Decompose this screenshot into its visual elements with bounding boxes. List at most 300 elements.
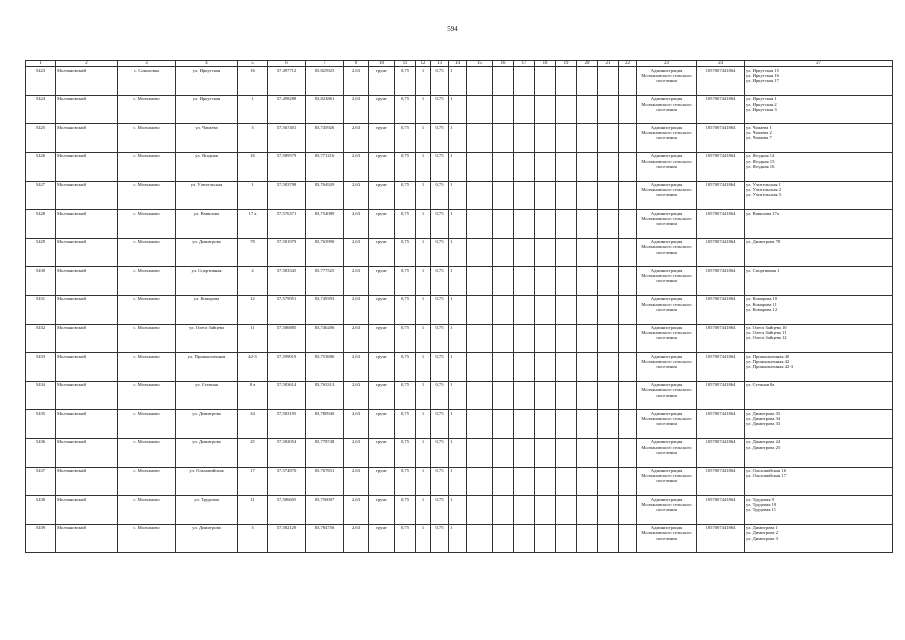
empty-cell	[514, 353, 535, 382]
empty-cell	[467, 496, 493, 525]
area-cell: 2,63	[344, 67, 369, 96]
empty-cell	[598, 353, 619, 382]
latitude-cell: 57,579951	[268, 295, 306, 324]
empty-cell	[556, 95, 577, 124]
col-12-cell: 1	[416, 95, 431, 124]
column-header: 21	[598, 61, 619, 67]
district-cell: Молчановский	[56, 124, 118, 153]
registry-table	[25, 60, 893, 553]
table-row	[26, 210, 893, 239]
empty-cell	[493, 467, 514, 496]
col-14-cell: 1	[449, 524, 467, 553]
empty-cell	[619, 238, 637, 267]
address-line: ул. Иркутская 17	[746, 78, 779, 84]
street-cell: ул. Димитрова	[176, 410, 238, 439]
empty-cell	[556, 381, 577, 410]
empty-cell	[467, 267, 493, 296]
col-13-cell: 0,75	[431, 124, 449, 153]
empty-cell	[598, 467, 619, 496]
longitude-cell: 83,750007	[306, 496, 344, 525]
empty-cell	[467, 295, 493, 324]
col-12-cell: 1	[416, 152, 431, 181]
col-11-cell: 0,75	[395, 438, 416, 467]
table-row	[26, 353, 893, 382]
empty-cell	[598, 524, 619, 553]
empty-cell	[467, 67, 493, 96]
col-12-cell: 1	[416, 524, 431, 553]
ogrn-cell: 1057007441864	[697, 438, 745, 467]
empty-cell	[467, 152, 493, 181]
col-12-cell: 1	[416, 124, 431, 153]
street-cell: ул. Вавилова	[176, 210, 238, 239]
empty-cell	[535, 353, 556, 382]
empty-cell	[598, 324, 619, 353]
empty-cell	[467, 438, 493, 467]
empty-cell	[619, 381, 637, 410]
column-header: 24	[697, 61, 745, 67]
district-cell: Молчановский	[56, 210, 118, 239]
area-cell: 2,63	[344, 238, 369, 267]
col-11-cell: 0,75	[395, 496, 416, 525]
empty-cell	[577, 181, 598, 210]
empty-cell	[598, 381, 619, 410]
address-line: ул. Трудовая 9	[746, 496, 774, 502]
settlement-cell: с. Молчаново	[118, 295, 176, 324]
longitude-cell: 83,777525	[306, 267, 344, 296]
column-header: 5	[238, 61, 268, 67]
empty-cell	[619, 181, 637, 210]
house-cell: 12	[238, 295, 268, 324]
empty-cell	[577, 438, 598, 467]
col-13-cell: 0,75	[431, 238, 449, 267]
settlement-cell: с. Соколовка	[118, 67, 176, 96]
street-cell: ул. Иркутская	[176, 95, 238, 124]
area-cell: 2,63	[344, 324, 369, 353]
col-14-cell: 1	[449, 152, 467, 181]
empty-cell	[493, 95, 514, 124]
empty-cell	[493, 238, 514, 267]
address-line: ул. Димитрова 2	[746, 530, 778, 536]
address-line: ул. Ягодная 16	[746, 163, 775, 169]
empty-cell	[535, 324, 556, 353]
col-14-cell: 1	[449, 238, 467, 267]
address-line: ул. Димитрова 24	[746, 439, 781, 445]
district-cell: Молчановский	[56, 295, 118, 324]
latitude-cell: 57,576371	[268, 210, 306, 239]
area-cell: 2,63	[344, 152, 369, 181]
settlement-cell: с. Молчаново	[118, 95, 176, 124]
house-cell: 11	[238, 324, 268, 353]
address-line: ул. Учительская 3	[746, 192, 781, 198]
addresses-cell	[745, 353, 893, 382]
col-13-cell: 0,75	[431, 267, 449, 296]
surface-cell: грунт	[369, 353, 395, 382]
empty-cell	[619, 67, 637, 96]
empty-cell	[493, 381, 514, 410]
empty-cell	[467, 324, 493, 353]
col-13-cell: 0,75	[431, 152, 449, 181]
settlement-cell: с. Молчаново	[118, 353, 176, 382]
addresses-cell	[745, 524, 893, 553]
empty-cell	[535, 496, 556, 525]
empty-cell	[493, 410, 514, 439]
col-12-cell: 1	[416, 210, 431, 239]
empty-cell	[493, 295, 514, 324]
empty-cell	[535, 210, 556, 239]
ogrn-cell: 1057007441864	[697, 238, 745, 267]
empty-cell	[619, 295, 637, 324]
empty-cell	[535, 67, 556, 96]
column-header: 9	[344, 61, 369, 67]
owner-cell: Администрация Молчановского сельского поселения	[637, 324, 697, 353]
house-cell: 17	[238, 467, 268, 496]
owner-cell: Администрация Молчановского сельского поселения	[637, 210, 697, 239]
empty-cell	[556, 210, 577, 239]
district-cell: Молчановский	[56, 324, 118, 353]
address-line: ул. Иркутская 3	[746, 106, 777, 112]
empty-cell	[577, 467, 598, 496]
empty-cell	[514, 381, 535, 410]
col-12-cell: 1	[416, 67, 431, 96]
empty-cell	[556, 524, 577, 553]
table-row	[26, 467, 893, 496]
col-11-cell: 0,75	[395, 181, 416, 210]
table-row	[26, 152, 893, 181]
col-13-cell: 0,75	[431, 381, 449, 410]
addresses-cell	[745, 152, 893, 181]
ogrn-cell: 1057007441864	[697, 152, 745, 181]
empty-cell	[493, 524, 514, 553]
addresses-cell	[745, 324, 893, 353]
address-line: ул. Комарова 11	[746, 301, 777, 307]
column-header: 27	[745, 61, 893, 67]
column-header: 14	[449, 61, 467, 67]
column-header: 1	[26, 61, 56, 67]
col-14-cell: 1	[449, 267, 467, 296]
latitude-cell: 57,583195	[268, 410, 306, 439]
row-id: 5436	[26, 438, 56, 467]
empty-cell	[535, 438, 556, 467]
empty-cell	[619, 524, 637, 553]
empty-cell	[619, 324, 637, 353]
col-13-cell: 0,75	[431, 438, 449, 467]
address-line: ул. Комарова 10	[746, 296, 778, 302]
addresses-cell	[745, 438, 893, 467]
empty-cell	[467, 181, 493, 210]
address-line: ул. Ольховийская 16	[746, 468, 786, 474]
address-line: ул. Димитрова 35	[746, 410, 781, 416]
column-header: 13	[431, 61, 449, 67]
col-14-cell: 1	[449, 95, 467, 124]
empty-cell	[514, 467, 535, 496]
table-row	[26, 410, 893, 439]
owner-cell: Администрация Молчановского сельского поселения	[637, 438, 697, 467]
empty-cell	[467, 210, 493, 239]
empty-cell	[467, 410, 493, 439]
page-number: 594	[447, 25, 458, 33]
address-line: ул. Димитрова 1	[746, 525, 778, 531]
col-14-cell: 1	[449, 295, 467, 324]
col-11-cell: 0,75	[395, 381, 416, 410]
empty-cell	[535, 410, 556, 439]
table-row	[26, 381, 893, 410]
owner-cell: Администрация Молчановского сельского поселения	[637, 267, 697, 296]
empty-cell	[514, 324, 535, 353]
empty-cell	[598, 410, 619, 439]
col-14-cell: 1	[449, 67, 467, 96]
empty-cell	[598, 124, 619, 153]
col-13-cell: 0,75	[431, 324, 449, 353]
table-row	[26, 524, 893, 553]
address-line: ул. Иркутская 16	[746, 72, 779, 78]
empty-cell	[619, 124, 637, 153]
owner-cell: Администрация Молчановского сельского поселения	[637, 410, 697, 439]
address-line: ул. Трудовая 10	[746, 501, 777, 507]
empty-cell	[514, 124, 535, 153]
empty-cell	[619, 410, 637, 439]
area-cell: 2,63	[344, 210, 369, 239]
latitude-cell: 57,498288	[268, 95, 306, 124]
empty-cell	[467, 467, 493, 496]
col-11-cell: 0,75	[395, 467, 416, 496]
surface-cell: грунт	[369, 467, 395, 496]
empty-cell	[467, 524, 493, 553]
col-12-cell: 1	[416, 438, 431, 467]
street-cell: ул. Трудовая	[176, 496, 238, 525]
address-line: ул. Олега Зайцева 10	[746, 325, 787, 331]
district-cell: Молчановский	[56, 95, 118, 124]
longitude-cell: 83,746206	[306, 324, 344, 353]
latitude-cell: 57,586885	[268, 324, 306, 353]
surface-cell: грунт	[369, 410, 395, 439]
owner-cell: Администрация Молчановского сельского поселения	[637, 467, 697, 496]
surface-cell: грунт	[369, 210, 395, 239]
empty-cell	[467, 381, 493, 410]
col-13-cell: 0,75	[431, 67, 449, 96]
empty-cell	[514, 496, 535, 525]
address-line: ул. Промышленная 40	[746, 353, 790, 359]
house-cell: 34	[238, 410, 268, 439]
empty-cell	[619, 496, 637, 525]
owner-cell: Администрация Молчановского сельского поселения	[637, 496, 697, 525]
latitude-cell: 57,497712	[268, 67, 306, 96]
owner-cell: Администрация Молчановского сельского поселения	[637, 95, 697, 124]
empty-cell	[493, 496, 514, 525]
row-id: 5427	[26, 181, 56, 210]
row-id: 5429	[26, 238, 56, 267]
empty-cell	[535, 381, 556, 410]
address-line: ул. Олега Зайцева 11	[746, 330, 787, 336]
empty-cell	[577, 124, 598, 153]
col-12-cell: 1	[416, 181, 431, 210]
address-line: ул. Димитрова 33	[746, 421, 781, 427]
addresses-cell	[745, 381, 893, 410]
address-line: ул. Ягодная 14	[746, 153, 775, 159]
col-14-cell: 1	[449, 467, 467, 496]
latitude-cell: 57,574870	[268, 467, 306, 496]
address-line: ул. Комарова 12	[746, 306, 778, 312]
district-cell: Молчановский	[56, 152, 118, 181]
col-12-cell: 1	[416, 467, 431, 496]
empty-cell	[556, 324, 577, 353]
address-line: ул. Учительская 1	[746, 182, 781, 188]
ogrn-cell: 1057007441864	[697, 381, 745, 410]
house-cell: 8 а	[238, 381, 268, 410]
addresses-cell	[745, 95, 893, 124]
house-cell: 3	[238, 524, 268, 553]
ogrn-cell: 1057007441864	[697, 67, 745, 96]
empty-cell	[556, 181, 577, 210]
row-id: 5437	[26, 467, 56, 496]
address-line: ул. Димитрова 34	[746, 416, 781, 422]
row-id: 5439	[26, 524, 56, 553]
empty-cell	[535, 295, 556, 324]
owner-cell: Администрация Молчановского сельского поселения	[637, 238, 697, 267]
ogrn-cell: 1057007441864	[697, 353, 745, 382]
table-row	[26, 267, 893, 296]
area-cell: 2,63	[344, 353, 369, 382]
ogrn-cell: 1057007441864	[697, 210, 745, 239]
settlement-cell: с. Молчаново	[118, 524, 176, 553]
house-cell: 11	[238, 496, 268, 525]
longitude-cell: 83,780940	[306, 410, 344, 439]
empty-cell	[467, 238, 493, 267]
addresses-cell	[745, 67, 893, 96]
address-line: ул. Иркутская 15	[746, 67, 779, 73]
house-cell: 78	[238, 238, 268, 267]
surface-cell: грунт	[369, 267, 395, 296]
empty-cell	[598, 238, 619, 267]
settlement-cell: с. Молчаново	[118, 438, 176, 467]
empty-cell	[514, 67, 535, 96]
settlement-cell: с. Молчаново	[118, 181, 176, 210]
latitude-cell: 57,582129	[268, 524, 306, 553]
empty-cell	[556, 496, 577, 525]
area-cell: 2,63	[344, 181, 369, 210]
ogrn-cell: 1057007441864	[697, 124, 745, 153]
row-id: 5432	[26, 324, 56, 353]
table-row	[26, 95, 893, 124]
addresses-cell	[745, 238, 893, 267]
row-id: 5435	[26, 410, 56, 439]
surface-cell: грунт	[369, 67, 395, 96]
empty-cell	[514, 238, 535, 267]
empty-cell	[467, 353, 493, 382]
house-cell: 2	[238, 267, 268, 296]
addresses-cell	[745, 124, 893, 153]
table-row	[26, 295, 893, 324]
addresses-cell	[745, 295, 893, 324]
empty-cell	[577, 267, 598, 296]
surface-cell: грунт	[369, 295, 395, 324]
ogrn-cell: 1057007441864	[697, 181, 745, 210]
owner-cell: Администрация Молчановского сельского поселения	[637, 381, 697, 410]
col-13-cell: 0,75	[431, 95, 449, 124]
house-cell: 25	[238, 438, 268, 467]
empty-cell	[467, 124, 493, 153]
empty-cell	[598, 152, 619, 181]
column-header: 20	[577, 61, 598, 67]
empty-cell	[619, 152, 637, 181]
street-cell: ул. Комарова	[176, 295, 238, 324]
district-cell: Молчановский	[56, 181, 118, 210]
longitude-cell: 83,771216	[306, 152, 344, 181]
empty-cell	[598, 181, 619, 210]
ogrn-cell: 1057007441864	[697, 524, 745, 553]
street-cell: ул. Иркутская	[176, 67, 238, 96]
owner-cell: Администрация Молчановского сельского поселения	[637, 124, 697, 153]
longitude-cell: 83,825925	[306, 67, 344, 96]
row-id: 5425	[26, 124, 56, 153]
empty-cell	[514, 95, 535, 124]
empty-cell	[577, 496, 598, 525]
address-line: ул. Промышленная 42-3	[746, 364, 794, 370]
empty-cell	[556, 67, 577, 96]
column-header: 15	[467, 61, 493, 67]
longitude-cell: 83,749393	[306, 295, 344, 324]
street-cell: ул. Спортивная	[176, 267, 238, 296]
empty-cell	[619, 467, 637, 496]
address-line: ул. Димитрова 3	[746, 535, 778, 541]
table-row	[26, 438, 893, 467]
area-cell: 2,63	[344, 381, 369, 410]
col-11-cell: 0,75	[395, 210, 416, 239]
surface-cell: грунт	[369, 124, 395, 153]
col-11-cell: 0,75	[395, 295, 416, 324]
house-cell: 42-3	[238, 353, 268, 382]
empty-cell	[556, 152, 577, 181]
district-cell: Молчановский	[56, 438, 118, 467]
empty-cell	[556, 295, 577, 324]
address-line: ул. Чапаева 7	[746, 135, 772, 141]
table-row	[26, 324, 893, 353]
empty-cell	[577, 410, 598, 439]
row-id: 5438	[26, 496, 56, 525]
surface-cell: грунт	[369, 524, 395, 553]
area-cell: 2,63	[344, 438, 369, 467]
col-13-cell: 0,75	[431, 353, 449, 382]
table-row	[26, 496, 893, 525]
column-header: 7	[306, 61, 344, 67]
surface-cell: грунт	[369, 181, 395, 210]
house-cell: 16	[238, 67, 268, 96]
column-header: 23	[637, 61, 697, 67]
col-14-cell: 1	[449, 438, 467, 467]
street-cell: ул. Димитрова	[176, 524, 238, 553]
owner-cell: Администрация Молчановского сельского поселения	[637, 295, 697, 324]
district-cell: Молчановский	[56, 496, 118, 525]
street-cell: ул. Димитрова	[176, 238, 238, 267]
table-body	[26, 67, 893, 553]
empty-cell	[598, 95, 619, 124]
col-12-cell: 1	[416, 267, 431, 296]
address-line: ул. Вавилова 17а	[746, 210, 779, 216]
address-line: ул. Степная 8а	[746, 382, 775, 388]
empty-cell	[535, 181, 556, 210]
col-14-cell: 1	[449, 210, 467, 239]
area-cell: 2,63	[344, 95, 369, 124]
col-14-cell: 1	[449, 410, 467, 439]
table-row	[26, 238, 893, 267]
latitude-cell: 57,583614	[268, 381, 306, 410]
empty-cell	[493, 124, 514, 153]
empty-cell	[598, 210, 619, 239]
district-cell: Молчановский	[56, 524, 118, 553]
empty-cell	[577, 67, 598, 96]
ogrn-cell: 1057007441864	[697, 267, 745, 296]
address-line: ул. Учительская 2	[746, 187, 781, 193]
house-cell: 16	[238, 152, 268, 181]
